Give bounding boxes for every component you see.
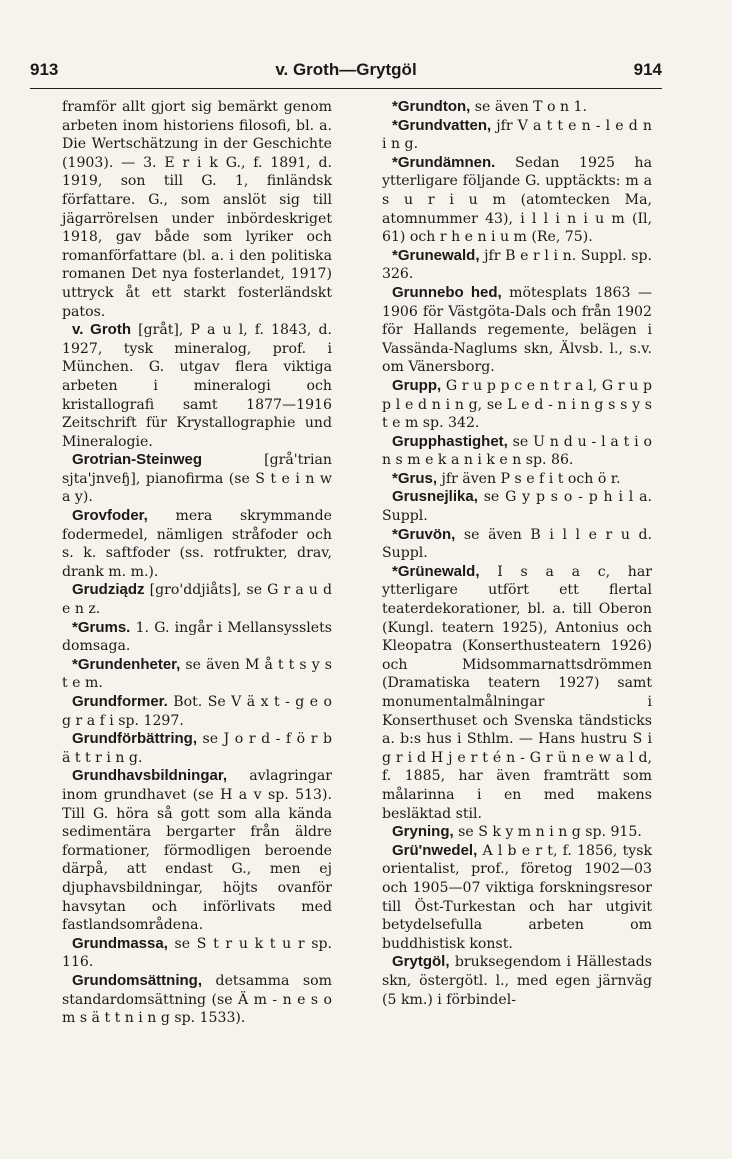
page-number-right: 914	[633, 60, 662, 79]
entry: Grupphastighet, se U n d u - l a t i o n s m e k a n i k e n sp. 86.	[382, 432, 652, 469]
entry: *Grunewald, jfr B e r l i n. Suppl. sp. 326.	[382, 246, 652, 283]
entry: Grusnejlika, se G y p s o - p h i l a. Suppl.	[382, 488, 652, 525]
entry: *Grünewald, I s a a c, har ytterligare utfört ett flertal teaterdekorationer, bl. a. till Oberon (Kungl. teatern 1925), Antonius och Kleopatra (Konserthusteatern 1926) och Midsommarnattsdrömmen (Dramatiska teatern 1927) samt monumentalmålningar i Konserthuset och Svenska tändsticks a. b:s hus i Sthlm. — Hans hustru S i g r i d H j e r t é n - G r ü n e w a l d, f. 1885, har även framträtt som målarinna i en med makens besläktad stil.	[382, 562, 652, 822]
entry: Grundhavsbildningar, avlagringar inom grundhavet (se H a v sp. 513). Till G. höra så gott som alla kända sedimentära bergarter från äldre formationer, förmodligen beroende därpå, att endast G., men ej djuphavsbildningar, höjts ovanför havsytan och införlivats med fastlandsområdena.	[62, 767, 332, 934]
entry: *Grums. 1. G. ingår i Mellansysslets domsaga.	[62, 618, 332, 655]
entry: Grundmassa, se S t r u k t u r sp. 116.	[62, 934, 332, 971]
entry: *Grundenheter, se även M å t t s y s t e m.	[62, 655, 332, 692]
entry: *Gruvön, se även B i l l e r u d. Suppl.	[382, 525, 652, 562]
entry: *Grus, jfr även P s e f i t och ö r.	[392, 469, 621, 487]
entry: Grotrian-Steinweg [grå'trian sjta'jnveɧ], pianofirma (se S t e i n w a y).	[62, 451, 332, 506]
entry: Grundformer. Bot. Se V ä x t - g e o g r a f i sp. 1297.	[62, 693, 332, 729]
entry: Grü'nwedel, A l b e r t, f. 1856, tysk orientalist, prof., företog 1902—03 och 1905—07 viktiga forskningsresor till Öst-Turkestan och har utgivit betydelsefulla arbeten om buddhistisk konst.	[382, 841, 652, 952]
entry: Grytgöl, bruksegendom i Hällestads skn, östergötl. l., med egen järnväg (5 km.) i förbindel-	[382, 953, 652, 1008]
entry: Grovfoder, mera skrymmande fodermedel, nämligen stråfoder och s. k. saftfoder (ss. rotfrukter, drav, drank m. m.).	[62, 507, 332, 580]
entry: *Grundvatten, jfr V a t t e n - l e d n i n g.	[382, 116, 652, 153]
left-column	[62, 98, 332, 1028]
entry: *Grundton, se även T o n 1.	[392, 98, 587, 115]
header-rule	[30, 88, 662, 89]
entry: Grundförbättring, se J o r d - f ö r b ä t t r i n g.	[62, 730, 332, 766]
entry: framför allt gjort sig bemärkt genom arbeten inom historiens filosofi, bl. a. Die Wertschätzung in der Geschichte (1903). — 3. E r i k G., f. 1891, d. 1919, son till G. 1, finländsk författare. G., som anslöt sig till jägarrörelsen under inbördeskriget 1918, gav både som lyriker och romanförfattare (bl. a. i den politiska romanen Det nya fosterlandet, 1917) uttryck åt ett starkt fosterländskt patos.	[62, 99, 332, 320]
entry: Grupp, G r u p p c e n t r a l, G r u p p l e d n i n g, se L e d - n i n g s s y s t e m sp. 342.	[382, 376, 652, 432]
right-column	[382, 98, 652, 1009]
entry: Grundomsättning, detsamma som standardomsättning (se Ä m - n e s o m s ä t t n i n g sp. 1533).	[62, 971, 332, 1027]
entry: v. Groth [gråt], P a u l, f. 1843, d. 1927, tysk mineralog, prof. i München. G. utgav flera viktiga arbeten i mineralogi och kristallografi samt 1877—1916 Zeitschrift für Krystallographie und Mineralogie.	[62, 321, 332, 450]
entry: Gryning, se S k y m n i n g sp. 915.	[392, 823, 642, 841]
page-header	[30, 60, 662, 84]
running-title: v. Groth—Grytgöl	[275, 60, 417, 79]
entry: *Grundämnen. Sedan 1925 ha ytterligare följande G. upptäckts: m a s u r i u m (atomtecken Ma, atomnummer 43), i l l i n i u m (Il, 61) och r h e n i u m (Re, 75).	[382, 153, 652, 246]
entry: Grudziądz [gro'ddjiåts], se G r a u d e n z.	[62, 581, 332, 618]
page-number-left: 913	[30, 60, 59, 79]
entry: Grunnebo hed, mötesplats 1863 —1906 för Västgöta-Dals och från 1902 för Hallands regemente, belägen i Vassända-Naglums skn, Älvsb. l., s.v. om Vänersborg.	[382, 283, 652, 376]
